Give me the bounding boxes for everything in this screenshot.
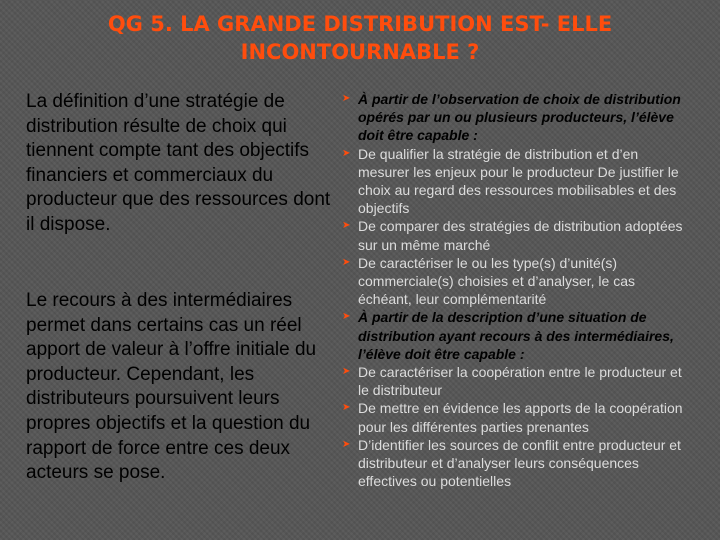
list-item: ➤ De mettre en évidence les apports de la coopération pour les différentes parties prenantes [342,400,683,435]
block-intro: ➤ À partir de l’observation de choix de distribution opérés par un ou plusieurs producteurs, l’élève doit être capable : [342,91,681,144]
list-item: ➤ De caractériser la coopération entre le producteur et le distributeur [342,364,682,399]
orange-arrow-bullet-icon: ➤ [342,311,351,323]
orange-arrow-bullet-icon: ➤ [342,402,351,414]
orange-arrow-bullet-icon: ➤ [342,147,351,159]
left-paragraph-intermediaries: Le recours à des intermédiaires permet dans certains cas un réel apport de valeur à l’offre initiale du producteur. Cependant, les distributeurs poursuivent leurs propres objectifs et la question du rapport de force entre ces deux acteurs se pose. [26,290,317,484]
orange-arrow-bullet-icon: ➤ [342,366,351,378]
orange-arrow-bullet-icon: ➤ [342,256,351,268]
list-item: ➤ De caractériser le ou les type(s) d’unité(s) commerciale(s) choisies et d’analyser, le cas échéant, leur complémentarité [342,254,635,308]
orange-arrow-bullet-icon: ➤ [342,438,351,450]
list-item: ➤ D’identifier les sources de conflit entre producteur et distributeur et d’analyser leurs conséquences effectives ou potentielles [342,436,681,490]
block-intro: ➤ À partir de la description d’une situation de distribution ayant recours à des intermédiaires, l’élève doit être capable : [342,309,674,362]
orange-arrow-bullet-icon: ➤ [342,220,351,232]
slide-title: QG 5. LA GRANDE DISTRIBUTION EST- ELLE INCONTOURNABLE ? [107,12,613,64]
orange-arrow-bullet-icon: ➤ [342,93,351,104]
list-item: ➤ De comparer des stratégies de distribution adoptées sur un même marché [342,218,683,253]
objectives-list [340,90,688,490]
list-item: ➤ De qualifier la stratégie de distribution et d’en mesurer les enjeux pour le producteur De justifier le choix au regard des ressources mobilisables et des objectifs [342,145,679,217]
left-paragraph-definition: La définition d’une stratégie de distribution résulte de choix qui tiennent compte tant des objectifs financiers et commerciaux du producteur que des ressources dont il dispose. [26,91,331,235]
